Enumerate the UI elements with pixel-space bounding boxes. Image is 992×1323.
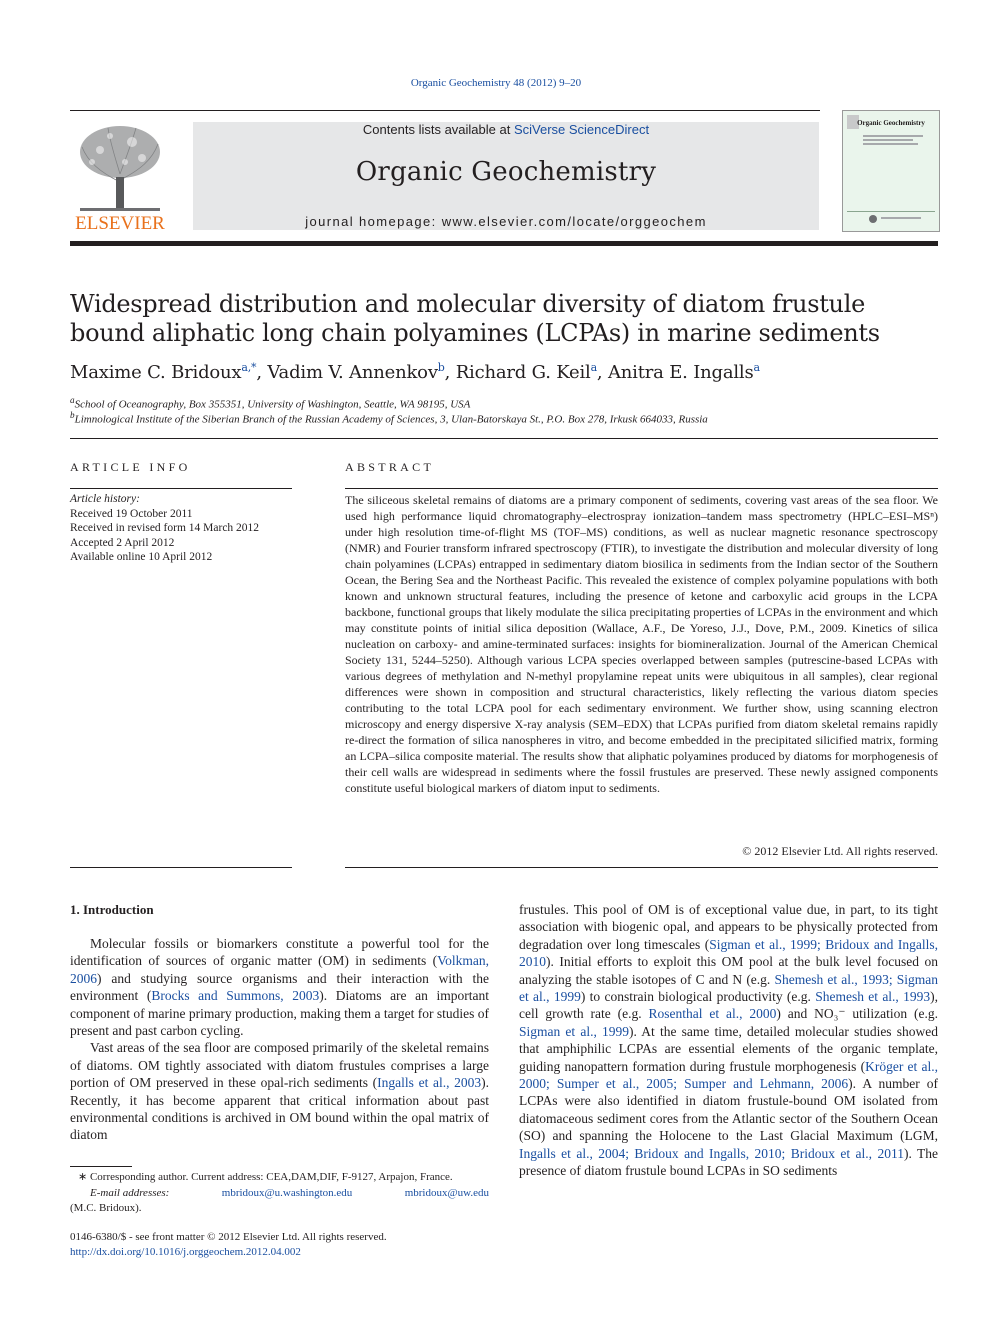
body-text: Vast areas of the sea floor are composed primarily of the skeletal remains of diatoms. OM tightly associated with diatom frustules comprises a large portion of OM preserved in these opal-rich sediments ( (70, 1040, 489, 1091)
citation-link[interactable]: Sigman et al., 1999 (519, 1023, 629, 1039)
header-rule (70, 110, 820, 111)
history-label: Article history: (70, 493, 140, 505)
affiliation-text: Limnological Institute of the Siberian Branch of the Russian Academy of Sciences, 3, Ulan-Batorskaya St., P.O. Box 278, Irkusk 664033, Russia (74, 413, 708, 426)
journal-homepage (193, 214, 819, 229)
journal-name: Organic Geochemistry (355, 157, 657, 187)
footnote-rule (70, 1166, 132, 1167)
title-block-rule (70, 438, 938, 439)
citation-link[interactable]: Shemesh et al., 1993; Sigman et al., 1999 (519, 971, 938, 1005)
citation-link[interactable]: Ingalls et al., 2003 (377, 1075, 482, 1091)
citation-link[interactable]: Volkman, 2006 (70, 953, 489, 986)
online-date: Available online 10 April 2012 (70, 551, 213, 564)
author-affiliation-mark[interactable]: a,* (241, 361, 257, 374)
elsevier-wordmark: ELSEVIER (75, 213, 165, 232)
body-column-left (70, 935, 489, 1144)
author-name[interactable]: Richard G. Keil (455, 362, 591, 383)
body-text: ). Initial efforts to exploit this OM pool at the bulk level focused on analyzing the stable isotopes of C and N (e.g. (519, 954, 938, 987)
email-link-2[interactable]: mbridoux@uw.edu (404, 1186, 489, 1199)
masthead-rule (70, 241, 938, 246)
received-date: Received 19 October 2011 (70, 507, 193, 520)
contents-line (193, 122, 819, 137)
issn-block (70, 1230, 489, 1259)
citation-link[interactable]: Kröger et al., 2000; Sumper et al., 2005; Sumper and Lehmann, 2006 (519, 1058, 938, 1092)
body-text: ) and studying source organisms and their interaction with the environment ( (70, 970, 489, 1004)
cover-image (843, 111, 939, 231)
intro-paragraph-3 (519, 901, 938, 1180)
homepage-prefix: journal homepage: (305, 214, 442, 229)
article-history (70, 492, 292, 565)
sciencedirect-link[interactable]: SciVerse ScienceDirect (513, 122, 650, 137)
front-matter-line: 0146-6380/$ - see front matter © 2012 Elsevier Ltd. All rights reserved. (70, 1231, 387, 1243)
body-column-right (519, 901, 938, 1180)
affiliation-text: School of Oceanography, Box 355351, University of Washington, Seattle, WA 98195, USA (74, 398, 471, 411)
intro-paragraph-2 (70, 1039, 489, 1143)
body-text: ). Diatoms are an important component of marine primary production, making them a target for studies of present and past carbon cycling. (70, 988, 489, 1039)
copyright-notice: © 2012 Elsevier Ltd. All rights reserved. (742, 844, 938, 858)
affiliation-a (70, 395, 930, 411)
affiliation-b (70, 410, 930, 426)
author-separator: , (596, 362, 608, 383)
email-link-1[interactable]: mbridoux@u.washington.edu (221, 1186, 353, 1199)
body-text: ), cell growth rate (e.g. (519, 989, 938, 1022)
section-heading-introduction: 1. Introduction (70, 902, 154, 917)
email-row (70, 1186, 489, 1202)
author-affiliation-mark[interactable]: b (437, 361, 445, 374)
tree-icon (70, 122, 170, 232)
body-text: ). At the same time, detailed molecular studies showed that amphiphilic LCPAs are essential elements of the organic template, guiding nanopattern formation during frustule morphogenesis ( (519, 1023, 938, 1074)
elsevier-logo[interactable] (70, 122, 170, 232)
article-title: Widespread distribution and molecular diversity of diatom frustule bound aliphatic long chain polyamines (LCPAs) in marine sediments (70, 290, 880, 347)
accepted-date: Accepted 2 April 2012 (70, 536, 175, 549)
body-text: ) and NO₃⁻ utilization (e.g. (776, 1006, 939, 1022)
body-text: frustules. This pool of OM is of exceptional value due, in part, to its tight association with biogenic opal, and appears to be physically protected from degradation over long timescales ( (519, 902, 938, 952)
citation-link[interactable]: Sigman et al., 1999; Bridoux and Ingalls, 2010 (519, 936, 938, 970)
affiliation-mark: a (70, 395, 75, 405)
body-text: ). The presence of diatom frustule bound LCPAs in SO sediments (519, 1145, 938, 1179)
author-affiliation-mark[interactable]: a (753, 361, 760, 374)
affiliation-mark: b (70, 410, 75, 420)
doi-link[interactable]: http://dx.doi.org/10.1016/j.orggeochem.2012.04.002 (70, 1245, 301, 1258)
journal-reference[interactable]: Organic Geochemistry 48 (2012) 9–20 (410, 77, 582, 89)
citation-link[interactable]: Shemesh et al., 1993 (815, 989, 931, 1005)
homepage-link[interactable]: www.elsevier.com/locate/orggeochem (441, 214, 707, 229)
article-info-heading: ARTICLE INFO (70, 460, 191, 474)
citation-link[interactable]: Ingalls et al., 2004; Bridoux and Ingalls, 2010; Bridoux et al., 2011 (519, 1145, 904, 1161)
body-text: ). Recently, it has become apparent that critical information about past environmental conditions is archived in OM bound within the opal matrix of diatom (70, 1075, 489, 1143)
author-name[interactable]: Anitra E. Ingalls (607, 362, 754, 383)
footnote (70, 1170, 489, 1217)
asterisk-mark: ∗ (78, 1171, 90, 1183)
corresponding-text: Corresponding author. Current address: CEA,DAM,DIF, F-9127, Arpajon, France. (89, 1171, 453, 1183)
body-text: ). A number of LCPAs were also identified in diatom frustule-bound OM isolated from diatomaceous sediment cores from the Atlantic sector of the Southern Ocean (SO) and spanning the Holocene to the Last Glacial Maximum (LGM, (519, 1076, 939, 1144)
corresponding-author-note (70, 1170, 489, 1186)
author-separator: , (256, 362, 268, 383)
abstract-text: The siliceous skeletal remains of diatoms are a primary component of sediments, covering vast areas of the sea floor. We used high performance liquid chromatography–electrospray ionization–tandem mass spectrometry (HPLC–ESI–MSⁿ) under high resolution time-of-flight MS (TOF–MS) conditions, as well as nuclear magnetic resonance spectroscopy (NMR) and Fourier transform infrared spectroscopy (FTIR), to investigate the distribution and molecular diversity of long chain polyamines (LCPAs) entrapped in sedimentary diatom biosilica in sediments from the Indian sector of the Southern Ocean, the Bering Sea and the Northeast Pacific. This revealed the existence of complex polyamine populations with both known and unknown structural features, including the presence of ketone and carboxylic acid groups in the LCPA backbone, functional groups that likely modulate the silica precipitating properties of LCPAs in the environment and which may constitute points of initial silica deposition (Wallace, A.F., De Yoreso, J.J., Dove, P.M., 2009. Kinetics of silica nucleation on carboxy- and amine-terminated surfaces: insights for biomineralization. Journal of the American Chemical Society 131, 5244–5250). Although various LCPA species overlapped between samples (putrescine-based LCPAs with various degrees of methylation and N-methyl propylamine repeat units were ubiquitous in all samples), clear regional differences were shown in composition and structural characteristics, likely reflecting the various diatom species contributing to the total LCPA pool for each sedimentary environment. We further show, using scanning electron microscopy and energy dispersive X-ray analysis (SEM–EDX) that LCPAs purified from diatom skeletal remains rapidly re-direct the formation of silica nanospheres in vitro, and become embedded in the precipitated silicified matrix, forming an LCPA–silica composite material. The results show that aliphatic polyamines produced by diatoms for morphogenesis of their cell walls are widespread in sediments where the fossil frustules are preserved. These newly assigned components constitute useful biological markers of diatom input to sediments. (345, 493, 938, 795)
journal-cover-thumbnail[interactable] (842, 110, 940, 232)
citation-link[interactable]: Rosenthal et al., 2000 (648, 1006, 777, 1022)
author-affiliation-mark[interactable]: a (590, 361, 597, 374)
contents-prefix: Contents lists available at (362, 122, 514, 137)
intro-paragraph-1 (70, 935, 489, 1039)
article-info-rule (70, 488, 292, 489)
cover-title: Organic Geochemistry (857, 119, 925, 127)
abstract-heading: ABSTRACT (345, 460, 435, 474)
revised-date: Received in revised form 14 March 2012 (70, 522, 260, 535)
abstract-bottom-rule (345, 867, 938, 868)
citation-link[interactable]: Brocks and Summons, 2003 (151, 988, 320, 1004)
abstract-rule (345, 488, 938, 489)
body-text: Molecular fossils or biomarkers constitute a powerful tool for the identification of sources of organic matter (OM) in sediments ( (70, 936, 489, 969)
body-text: ) to constrain biological productivity (e.g. (580, 989, 816, 1005)
article-info-bottom-rule (70, 867, 292, 868)
email-owner: (M.C. Bridoux). (70, 1202, 142, 1214)
author-name[interactable]: Maxime C. Bridoux (70, 362, 242, 383)
author-separator: , (444, 362, 456, 383)
author-list (70, 361, 930, 383)
author-name[interactable]: Vadim V. Annenkov (267, 362, 438, 383)
email-label: E-mail addresses: (90, 1186, 170, 1199)
